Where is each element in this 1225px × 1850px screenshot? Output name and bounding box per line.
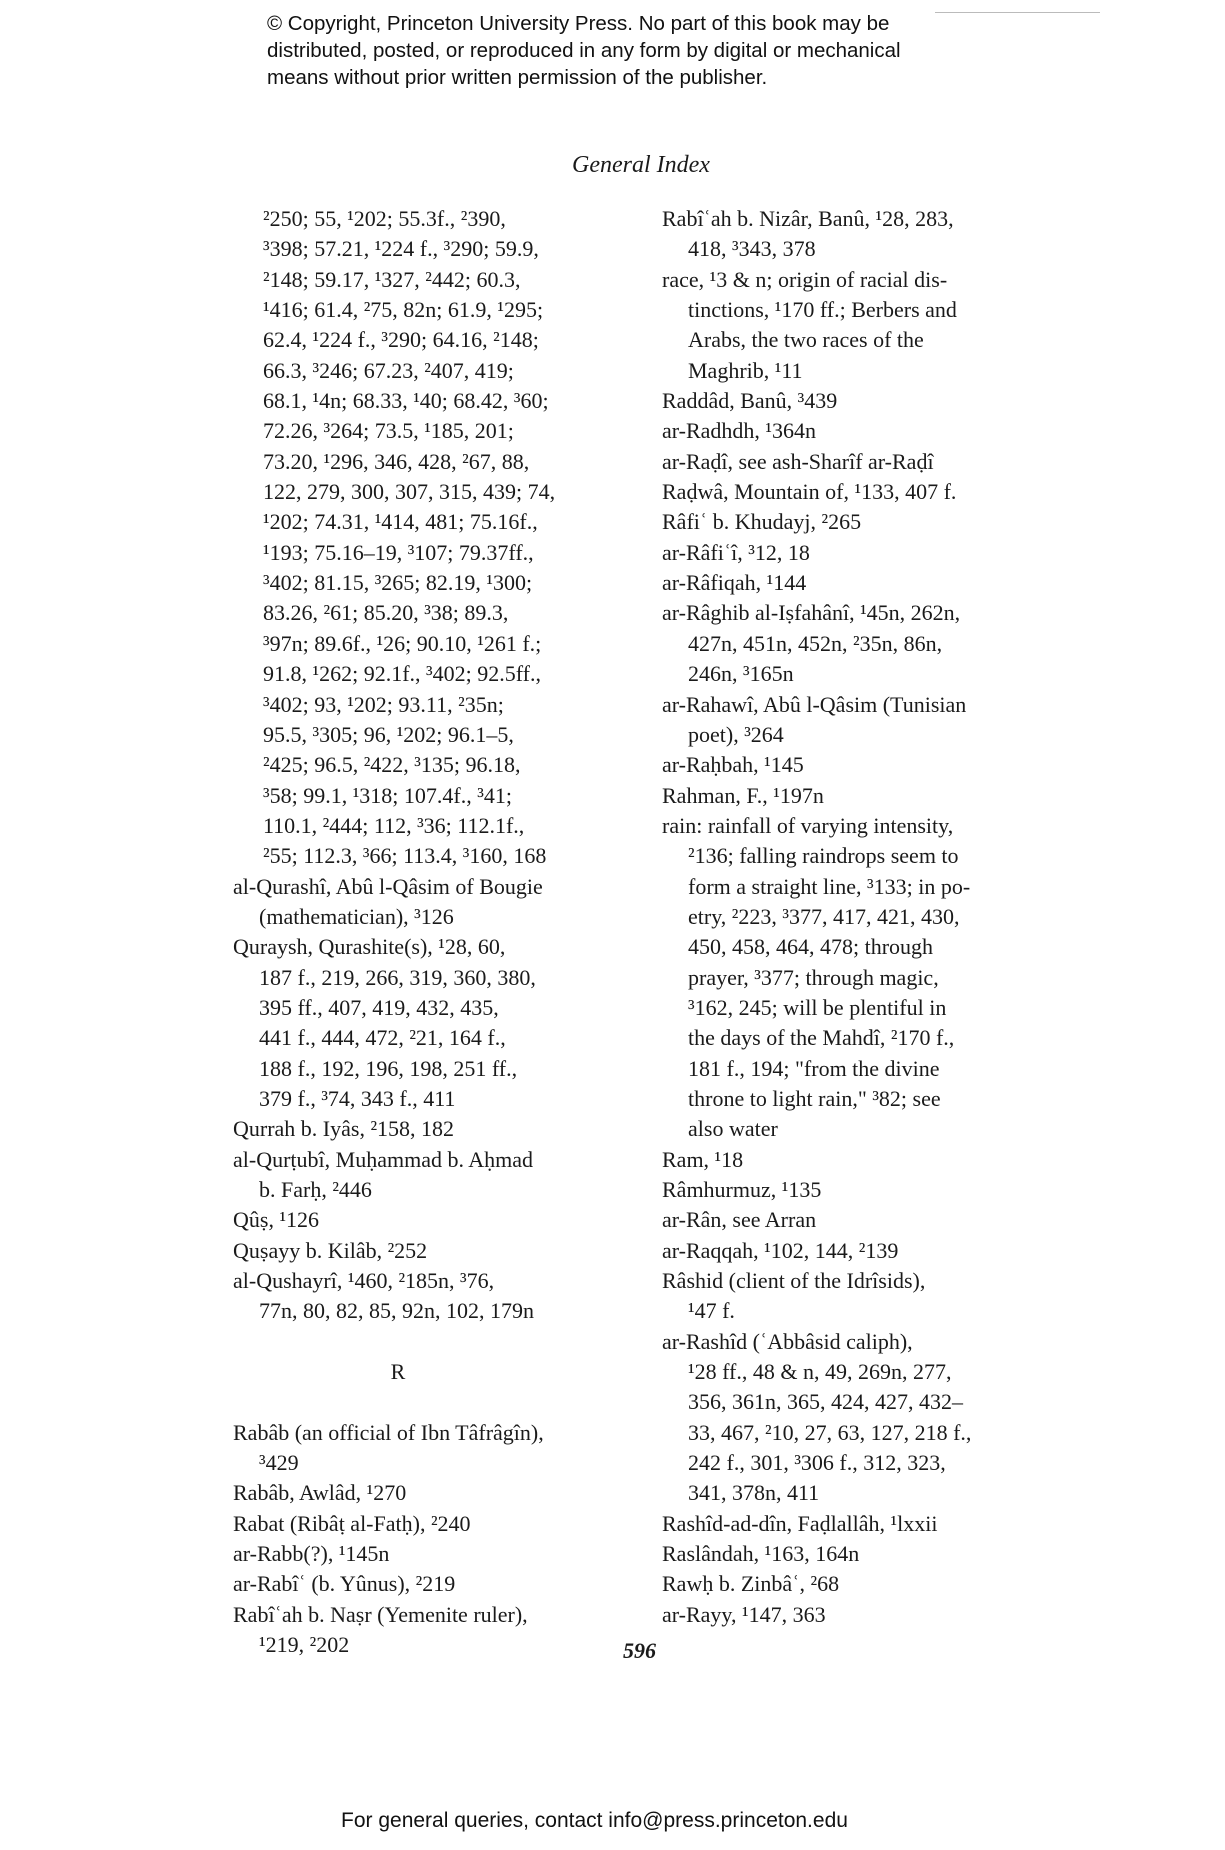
- index-line: ¹416; 61.4, ²75, 82n; 61.9, ¹295;: [263, 297, 544, 323]
- index-line: ³429: [259, 1450, 299, 1476]
- index-line: race, ¹3 & n; origin of racial dis-: [662, 266, 948, 292]
- index-line: ¹219, ²202: [259, 1632, 350, 1658]
- index-line: ar-Rayy, ¹147, 363: [662, 1601, 826, 1627]
- index-line: the days of the Mahdî, ²170 f.,: [688, 1025, 955, 1051]
- index-line: [233, 1387, 643, 1417]
- footer-contact: For general queries, contact info@press.princeton.edu: [341, 1809, 848, 1832]
- index-line: ²148; 59.17, ¹327, ²442; 60.3,: [263, 266, 521, 292]
- index-line: 62.4, ¹224 f., ³290; 64.16, ²148;: [263, 327, 539, 353]
- index-column-left: [233, 204, 643, 1661]
- index-line: 441 f., 444, 472, ²21, 164 f.,: [259, 1025, 506, 1051]
- index-line: 427n, 451n, 452n, ²35n, 86n,: [688, 630, 943, 656]
- index-line: ¹202; 74.31, ¹414, 481; 75.16f.,: [263, 509, 538, 535]
- index-line: al-Qurashî, Abû l-Qâsim of Bougie: [233, 873, 543, 899]
- index-line: also water: [688, 1116, 778, 1142]
- index-line: rain: rainfall of varying intensity,: [662, 812, 954, 838]
- index-line: 181 f., 194; "from the divine: [688, 1055, 940, 1081]
- running-head: General Index: [572, 152, 710, 178]
- page-number: 596: [623, 1638, 656, 1663]
- index-line: 122, 279, 300, 307, 315, 439; 74,: [263, 479, 556, 505]
- index-line: 33, 467, ²10, 27, 63, 127, 218 f.,: [688, 1419, 972, 1445]
- index-line: ar-Radhdh, ¹364n: [662, 418, 817, 444]
- index-line: Raslândah, ¹163, 164n: [662, 1541, 860, 1567]
- index-line: ar-Rahawî, Abû l-Qâsim (Tunisian: [662, 691, 967, 717]
- index-line: Ram, ¹18: [662, 1146, 744, 1172]
- index-line: Maghrib, ¹11: [688, 357, 803, 383]
- index-line: ar-Râfiqah, ¹144: [662, 570, 807, 596]
- index-line: Raḍwâ, Mountain of, ¹133, 407 f.: [662, 479, 957, 505]
- top-rule: [935, 12, 1100, 13]
- index-line: ²250; 55, ¹202; 55.3f., ²390,: [263, 206, 506, 231]
- index-line: Qurrah b. Iyâs, ²158, 182: [233, 1116, 455, 1142]
- index-line: 242 f., 301, ³306 f., 312, 323,: [688, 1450, 946, 1476]
- index-line: 450, 458, 464, 478; through: [688, 934, 934, 960]
- index-line: poet), ³264: [688, 721, 784, 747]
- index-line: Raddâd, Banû, ³439: [662, 388, 838, 414]
- copyright-line: © Copyright, Princeton University Press. No part of this book may be: [267, 12, 890, 35]
- index-line: 246n, ³165n: [688, 661, 794, 687]
- index-line: ³398; 57.21, ¹224 f., ³290; 59.9,: [263, 236, 539, 262]
- index-line: 395 ff., 407, 419, 432, 435,: [259, 994, 499, 1020]
- index-line: 379 f., ³74, 343 f., 411: [259, 1085, 456, 1111]
- index-line: Rashîd-ad-dîn, Faḍlallâh, ¹lxxii: [662, 1510, 938, 1536]
- copyright-line: distributed, posted, or reproduced in any form by digital or mechanical: [267, 39, 901, 62]
- copyright-notice: [267, 10, 1027, 91]
- index-line: ³402; 93, ¹202; 93.11, ²35n;: [263, 691, 504, 717]
- index-line: 110.1, ²444; 112, ³36; 112.1f.,: [263, 812, 525, 838]
- index-line: ar-Râghib al-Iṣfahânî, ¹45n, 262n,: [662, 600, 961, 626]
- index-line: 418, ³343, 378: [688, 236, 816, 262]
- index-line: prayer, ³377; through magic,: [688, 964, 939, 990]
- index-line: ar-Raqqah, ¹102, 144, ²139: [662, 1237, 899, 1263]
- index-line: 188 f., 192, 196, 198, 251 ff.,: [259, 1055, 518, 1081]
- index-line: ²425; 96.5, ²422, ³135; 96.18,: [263, 752, 521, 778]
- index-line: ³162, 245; will be plentiful in: [688, 994, 947, 1020]
- index-line: ¹47 f.: [688, 1298, 735, 1324]
- index-line: (mathematician), ³126: [259, 903, 454, 929]
- index-line: 187 f., 219, 266, 319, 360, 380,: [259, 964, 536, 990]
- index-line: Rabîʿah b. Nizâr, Banû, ¹28, 283,: [662, 206, 954, 231]
- index-line: ar-Rabîʿ (b. Yûnus), ²219: [233, 1571, 456, 1597]
- index-line: Rahman, F., ¹197n: [662, 782, 824, 808]
- index-line: Rabat (Ribâṭ al-Fatḥ), ²240: [233, 1510, 471, 1536]
- index-line: 68.1, ¹4n; 68.33, ¹40; 68.42, ³60;: [263, 388, 549, 414]
- index-line: tinctions, ¹170 ff.; Berbers and: [688, 297, 957, 323]
- index-line: ar-Râfiʿî, ³12, 18: [662, 539, 810, 565]
- index-line: 83.26, ²61; 85.20, ³38; 89.3,: [263, 600, 509, 626]
- index-line: Arabs, the two races of the: [688, 327, 924, 353]
- index-line: Quraysh, Qurashite(s), ¹28, 60,: [233, 934, 506, 960]
- index-line: ar-Raḍî, see ash-Sharîf ar-Raḍî: [662, 448, 934, 474]
- index-line: Quṣayy b. Kilâb, ²252: [233, 1237, 428, 1263]
- index-line: 341, 378n, 411: [688, 1480, 820, 1506]
- index-line: form a straight line, ³133; in po-: [688, 873, 971, 899]
- index-line: 356, 361n, 365, 424, 427, 432–: [688, 1389, 963, 1415]
- index-line: Rabâb, Awlâd, ¹270: [233, 1480, 407, 1506]
- section-letter: R: [390, 1359, 406, 1385]
- copyright-line: means without prior written permission of the publisher.: [267, 66, 768, 89]
- index-line: throne to light rain," ³82; see: [688, 1085, 941, 1111]
- index-line: Râfiʿ b. Khudayj, ²265: [662, 509, 862, 535]
- index-line: Rabâb (an official of Ibn Tâfrâgîn),: [233, 1419, 544, 1445]
- index-line: [233, 1327, 643, 1357]
- index-line: ¹193; 75.16–19, ³107; 79.37ff.,: [263, 539, 534, 565]
- index-line: 72.26, ³264; 73.5, ¹185, 201;: [263, 418, 514, 444]
- index-line: 66.3, ³246; 67.23, ²407, 419;: [263, 357, 514, 383]
- index-line: ar-Rabb(?), ¹145n: [233, 1541, 390, 1567]
- index-line: Rabîʿah b. Naṣr (Yemenite ruler),: [233, 1601, 528, 1627]
- index-line: Qûṣ, ¹126: [233, 1207, 320, 1233]
- index-line: ³97n; 89.6f., ¹26; 90.10, ¹261 f.;: [263, 630, 542, 656]
- index-line: 73.20, ¹296, 346, 428, ²67, 88,: [263, 448, 530, 474]
- index-line: ²136; falling raindrops seem to: [688, 843, 959, 869]
- index-line: ³58; 99.1, ¹318; 107.4f., ³41;: [263, 782, 512, 808]
- index-line: ar-Rashîd (ʿAbbâsid caliph),: [662, 1328, 913, 1354]
- index-line: al-Qushayrî, ¹460, ²185n, ³76,: [233, 1268, 495, 1294]
- index-column-right: [662, 204, 1072, 1630]
- index-line: ²55; 112.3, ³66; 113.4, ³160, 168: [263, 843, 547, 869]
- index-line: etry, ²223, ³377, 417, 421, 430,: [688, 903, 960, 929]
- index-line: Râshid (client of the Idrîsids),: [662, 1268, 926, 1294]
- index-line: Râmhurmuz, ¹135: [662, 1177, 822, 1202]
- index-line: 95.5, ³305; 96, ¹202; 96.1–5,: [263, 721, 514, 747]
- index-line: Rawḥ b. Zinbâʿ, ²68: [662, 1571, 840, 1597]
- index-line: 77n, 80, 82, 85, 92n, 102, 179n: [259, 1298, 534, 1324]
- index-line: al-Qurṭubî, Muḥammad b. Aḥmad: [233, 1146, 534, 1172]
- index-line: 91.8, ¹262; 92.1f., ³402; 92.5ff.,: [263, 661, 541, 687]
- index-line: ¹28 ff., 48 & n, 49, 269n, 277,: [688, 1359, 952, 1385]
- index-line: ar-Rân, see Arran: [662, 1207, 817, 1233]
- index-line: b. Farḥ, ²446: [259, 1177, 372, 1202]
- index-line: ar-Raḥbah, ¹145: [662, 752, 804, 778]
- index-line: ³402; 81.15, ³265; 82.19, ¹300;: [263, 570, 533, 596]
